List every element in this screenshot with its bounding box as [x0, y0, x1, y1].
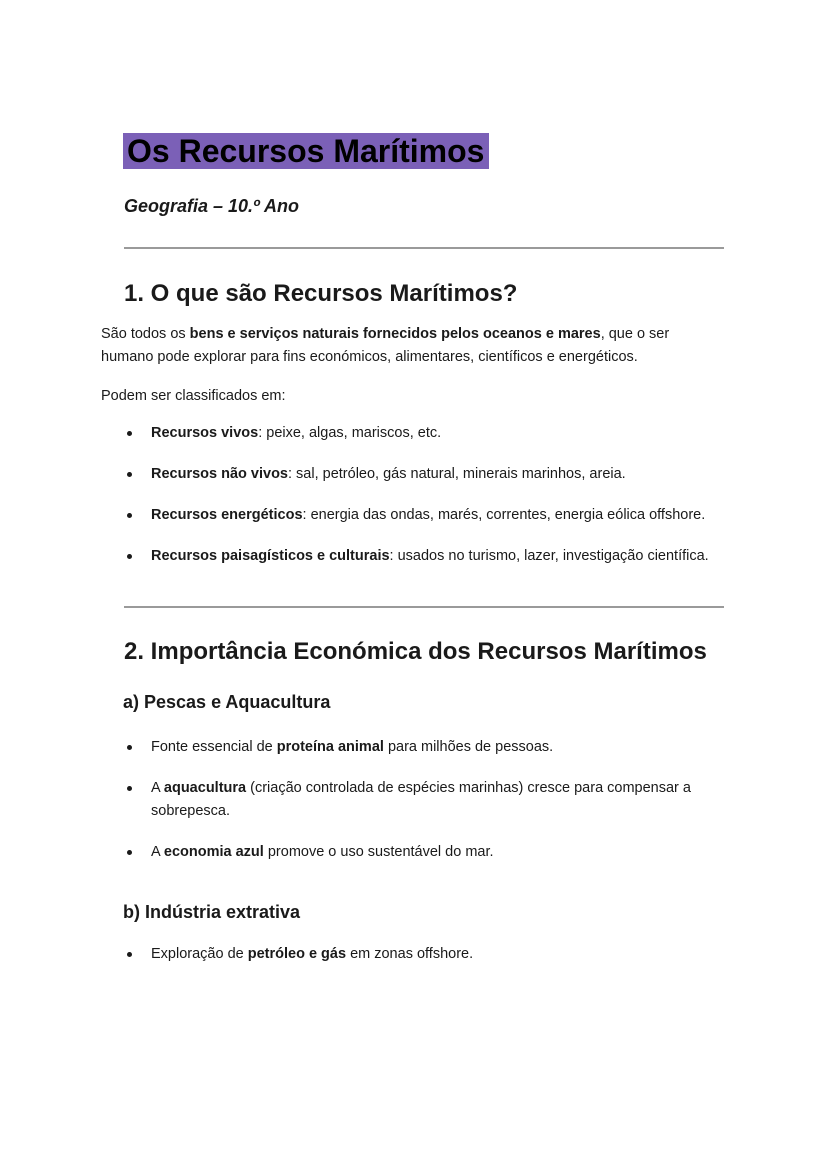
- section-1-intro-paragraph: São todos os bens e serviços naturais fornecidos pelos oceanos e mares, que o ser humano pode explorar para fins económicos, alimentares, científicos e energéticos.: [101, 326, 670, 365]
- list-item-text: Recursos não vivos: sal, petróleo, gás natural, minerais marinhos, areia.: [151, 466, 626, 482]
- subsection-a-heading: a) Pescas e Aquacultura: [123, 692, 331, 712]
- list-item-text: Recursos paisagísticos e culturais: usados no turismo, lazer, investigação científica.: [151, 548, 709, 564]
- bullet-icon: [127, 745, 132, 750]
- list-item-text: A economia azul promove o uso sustentável do mar.: [151, 844, 494, 860]
- subsection-b-heading: b) Indústria extrativa: [123, 902, 301, 922]
- doc-title: [101, 133, 726, 170]
- list-item: [127, 841, 726, 864]
- list-item-text: Fonte essencial de proteína animal para milhões de pessoas.: [151, 739, 554, 755]
- section-2-heading: 2. Importância Económica dos Recursos Marítimos: [124, 638, 707, 665]
- list-item: [127, 943, 726, 966]
- list-item: [127, 463, 726, 486]
- list-item-text: Recursos vivos: peixe, algas, mariscos, etc.: [151, 425, 442, 441]
- bullet-icon: [127, 472, 132, 477]
- bullet-icon: [127, 850, 132, 855]
- bullet-icon: [127, 513, 132, 518]
- list-item: [127, 736, 726, 759]
- section-1-leadin-paragraph: Podem ser classificados em:: [101, 388, 286, 404]
- doc-subtitle: Geografia – 10.º Ano: [124, 196, 299, 216]
- list-item-text: Exploração de petróleo e gás em zonas offshore.: [151, 946, 474, 962]
- list-item: [127, 422, 726, 445]
- list-item-text: A aquacultura (criação controlada de espécies marinhas) cresce para compensar a sobrepesca.: [151, 780, 691, 819]
- bullet-icon: [127, 952, 132, 957]
- bullet-icon: [127, 431, 132, 436]
- list-item: [127, 545, 726, 568]
- bullet-icon: [127, 554, 132, 559]
- list-item-text: Recursos energéticos: energia das ondas, marés, correntes, energia eólica offshore.: [151, 507, 706, 523]
- section-1-heading: 1. O que são Recursos Marítimos?: [124, 280, 518, 307]
- section-divider: [124, 606, 724, 608]
- list-item: [127, 504, 726, 527]
- title-highlight: Os Recursos Marítimos: [123, 133, 489, 169]
- section-1-bullet-list: [101, 422, 726, 568]
- subsection-a-bullet-list: [101, 736, 726, 864]
- bullet-icon: [127, 786, 132, 791]
- section-divider: [124, 247, 724, 249]
- list-item: [127, 777, 726, 823]
- subsection-b-bullet-list: [101, 943, 726, 966]
